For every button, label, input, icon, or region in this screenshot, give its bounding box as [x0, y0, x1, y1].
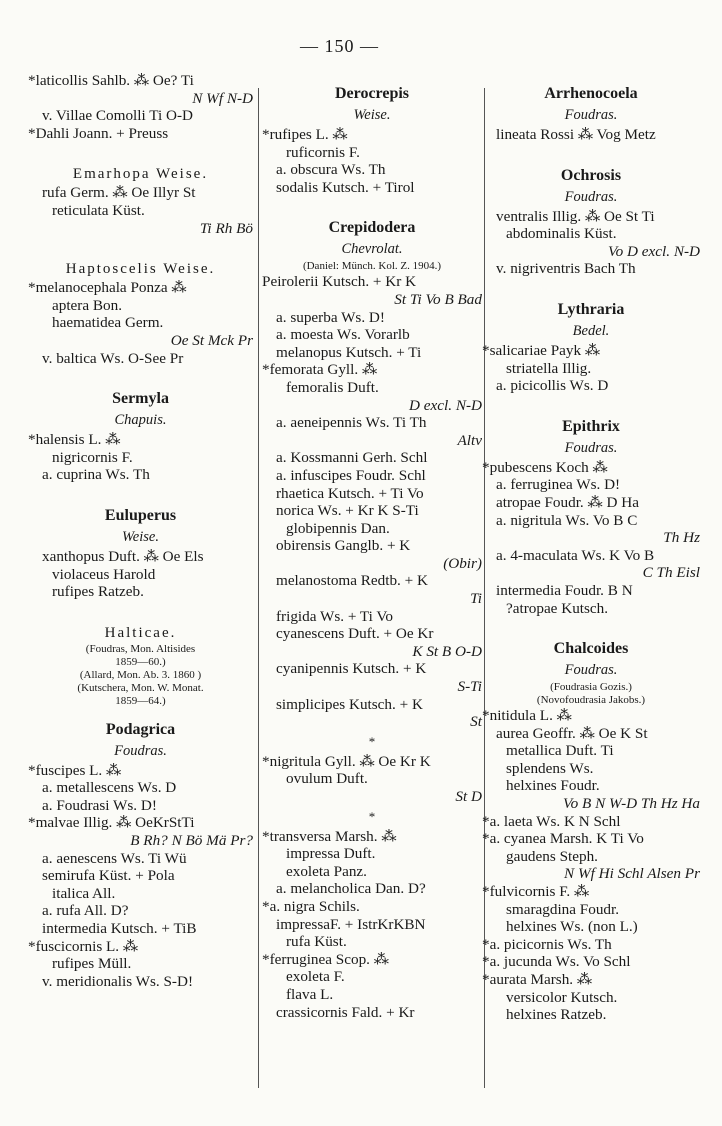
entry-line: N Wf Hi Schl Alsen Pr: [564, 865, 700, 883]
entry-line: v. Villae Comolli Ti O-D: [42, 107, 193, 125]
entry-line: ventralis Illig. ⁂ Oe St Ti: [496, 207, 655, 225]
entry-line: *melanocephala Ponza ⁂: [28, 279, 187, 297]
entry-line: a. moesta Ws. Vorarlb: [276, 326, 410, 344]
spacer: [482, 617, 700, 627]
column-1: [28, 72, 253, 990]
entry-line: Oe St Mck Pr: [170, 331, 253, 349]
entry-line: K St B O-D: [412, 642, 482, 660]
entry-line: flava L.: [286, 985, 334, 1003]
entry-line: a. obscura Ws. Th: [276, 161, 386, 179]
reference-note: (Foudras, Mon. Altisides: [85, 642, 196, 655]
entry-line: a. Kossmanni Gerh. Schl: [276, 449, 428, 467]
separator-star: *: [368, 733, 376, 749]
entry-line: a. nigritula Ws. Vo B C: [496, 511, 638, 529]
entry-line: gaudens Steph.: [506, 847, 598, 865]
entry-line: a. cuprina Ws. Th: [42, 466, 150, 484]
entry-line: cyanescens Duft. + Oe Kr: [276, 625, 434, 643]
entry-line: sodalis Kutsch. + Tirol: [276, 178, 415, 196]
entry-line: femoralis Duft.: [286, 378, 379, 396]
entry-line: v. nigriventris Bach Th: [496, 260, 636, 278]
entry-line: rufipes Müll.: [52, 955, 132, 973]
entry-line: *a. jucunda Ws. Vo Schl: [482, 953, 631, 971]
entry-line: crassicornis Fald. + Kr: [276, 1003, 415, 1021]
entry-line: a. rufa All. D?: [42, 902, 129, 920]
entry-line: *a. picicornis Ws. Th: [482, 935, 612, 953]
entry-line: Ti Rh Bö: [199, 219, 253, 237]
entry-line: D excl. N-D: [409, 396, 482, 414]
entry-line: obirensis Ganglb. + K: [276, 537, 411, 555]
entry-line: smaragdina Foudr.: [506, 900, 620, 918]
entry-line: a. aenescens Ws. Ti Wü: [42, 849, 187, 867]
author-line: Foudras.: [564, 188, 618, 205]
column-3: [482, 72, 700, 1024]
genus-heading: Haptoscelis Weise.: [65, 261, 216, 278]
entry-line: splendens Ws.: [506, 759, 594, 777]
entry-line: B Rh? N Bö Mä Pr?: [130, 832, 253, 850]
entry-line: Ti: [470, 590, 482, 608]
entry-line: *Dahli Joann. + Preuss: [28, 124, 169, 142]
entry-line: *ferruginea Scop. ⁂: [262, 950, 389, 968]
reference-note: (Allard, Mon. Ab. 3. 1860 ): [79, 668, 202, 681]
entry-line: Vo B N W-D Th Hz Ha: [563, 795, 700, 813]
author-line: Foudras.: [564, 662, 618, 679]
entry-line: a. Foudrasi Ws. D!: [42, 796, 157, 814]
genus-heading: Derocrepis: [334, 85, 410, 102]
spacer: [482, 395, 700, 405]
genus-heading: Sermyla: [112, 390, 169, 408]
entry-line: Peirolerii Kutsch. + Kr K: [262, 273, 417, 291]
entry-line: a. infuscipes Foudr. Schl: [276, 466, 426, 484]
entry-line: *fulvicornis F. ⁂: [482, 883, 590, 901]
entry-line: intermedia Kutsch. + TiB: [42, 920, 197, 938]
entry-line: *salicariae Payk ⁂: [482, 341, 601, 359]
entry-line: abdominalis Küst.: [506, 225, 617, 243]
entry-line: a. ferruginea Ws. D!: [496, 476, 621, 494]
entry-line: *malvae Illig. ⁂ OeKrStTi: [28, 814, 195, 832]
entry-line: *transversa Marsh. ⁂: [262, 827, 397, 845]
entry-line: a. aeneipennis Ws. Ti Th: [276, 414, 427, 432]
entry-line: simplicipes Kutsch. + K: [276, 695, 423, 713]
entry-line: aptera Bon.: [52, 296, 123, 314]
entry-line: *fuscipes L. ⁂: [28, 761, 122, 779]
entry-line: S-Ti: [457, 678, 482, 696]
entry-line: *laticollis Sahlb. ⁂ Oe? Ti: [28, 72, 194, 89]
entry-line: rufa Germ. ⁂ Oe Illyr St: [42, 184, 196, 202]
entry-line: *femorata Gyll. ⁂: [262, 361, 378, 379]
entry-line: rufipes Ratzeb.: [52, 583, 144, 601]
genus-heading: Crepidodera: [328, 219, 416, 237]
entry-line: Altv: [457, 431, 482, 449]
entry-line: exoleta F.: [286, 968, 345, 986]
entry-line: atropae Foudr. ⁂ D Ha: [496, 493, 639, 511]
author-line: Foudras.: [114, 742, 167, 759]
entry-line: melanopus Kutsch. + Ti: [276, 343, 422, 361]
page-number: — 150 —: [300, 36, 379, 56]
entry-line: a. melancholica Dan. D?: [276, 880, 426, 898]
entry-line: xanthopus Duft. ⁂ Oe Els: [42, 547, 204, 565]
entry-line: *pubescens Koch ⁂: [482, 458, 608, 476]
entry-line: metallica Duft. Ti: [506, 742, 614, 760]
genus-heading: Arrhenocoela: [544, 85, 638, 102]
reference-note: (Novofoudrasia Jakobs.): [536, 694, 646, 707]
spacer: [482, 144, 700, 154]
entry-line: italica All.: [52, 884, 116, 902]
reference-note: (Daniel: Münch. Kol. Z. 1904.): [302, 260, 442, 273]
entry-line: a. metallescens Ws. D: [42, 779, 177, 797]
entry-line: St D: [455, 788, 482, 805]
spacer: [28, 367, 253, 377]
entry-line: helxines Foudr.: [506, 777, 600, 795]
column-2: [262, 72, 482, 1021]
spacer: [28, 601, 253, 611]
entry-line: *aurata Marsh. ⁂: [482, 971, 593, 988]
entry-line: St: [470, 713, 482, 731]
reference-note: (Foudrasia Gozis.): [550, 681, 632, 694]
entry-line: v. baltica Ws. O-See Pr: [42, 349, 184, 367]
entry-line: nigricornis F.: [52, 448, 133, 466]
author-line: Foudras.: [564, 439, 618, 456]
entry-line: ?atropae Kutsch.: [506, 599, 609, 617]
entry-line: C Th Eisl: [642, 564, 700, 582]
entry-line: exoleta Panz.: [286, 862, 367, 880]
genus-heading: Chalcoides: [553, 640, 629, 658]
entry-line: N Wf N-D: [192, 89, 253, 107]
entry-line: rufa Küst.: [286, 933, 347, 951]
entry-line: haematidea Germ.: [52, 314, 164, 332]
entry-line: *halensis L. ⁂: [28, 431, 121, 449]
entry-line: Vo D excl. N-D: [608, 242, 700, 260]
entry-line: Th Hz: [663, 529, 700, 547]
entry-line: (Obir): [443, 554, 482, 572]
entry-line: violaceus Harold: [52, 565, 156, 583]
entry-line: aurea Geoffr. ⁂ Oe K St: [496, 724, 648, 742]
entry-line: ovulum Duft.: [286, 770, 368, 788]
entry-line: *a. cyanea Marsh. K Ti Vo: [482, 830, 644, 848]
author-line: Foudras.: [564, 107, 618, 123]
genus-heading: Podagrica: [105, 720, 176, 738]
author-line: Chevrolat.: [341, 241, 403, 258]
entry-line: melanostoma Redtb. + K: [276, 572, 428, 590]
entry-line: versicolor Kutsch.: [506, 988, 618, 1006]
spacer: [28, 484, 253, 494]
entry-line: striatella Illig.: [506, 359, 592, 377]
entry-line: *a. laeta Ws. K N Schl: [482, 812, 621, 830]
author-line: Bedel.: [572, 322, 610, 339]
genus-heading: Ochrosis: [560, 166, 622, 184]
entry-line: cyanipennis Kutsch. + K: [276, 660, 427, 678]
entry-line: rhaetica Kutsch. + Ti Vo: [276, 484, 424, 502]
entry-line: impressaF. + IstrKrKBN: [276, 915, 426, 933]
entry-line: norica Ws. + Kr K S-Ti: [276, 502, 419, 520]
reference-note: (Kutschera, Mon. W. Monat.: [77, 681, 204, 694]
entry-line: lineata Rossi ⁂ Vog Metz: [496, 126, 656, 143]
author-line: Chapuis.: [114, 412, 167, 429]
author-line: Weise.: [353, 107, 391, 123]
genus-heading: Emarhopa Weise.: [72, 166, 209, 183]
entry-line: *rufipes L. ⁂: [262, 126, 348, 143]
spacer: [28, 237, 253, 247]
entry-line: ruficornis F.: [286, 143, 360, 161]
entry-line: *a. nigra Schils.: [262, 897, 360, 915]
entry-line: St Ti Vo B Bad: [394, 290, 482, 308]
column-divider-1: [258, 88, 259, 1088]
entry-line: *nitidula L. ⁂: [482, 707, 572, 725]
spacer: [482, 278, 700, 288]
entry-line: frigida Ws. + Ti Vo: [276, 607, 394, 625]
spacer: [262, 196, 482, 206]
entry-line: a. 4-maculata Ws. K Vo B: [496, 546, 655, 564]
genus-heading: Euluperus: [104, 506, 177, 524]
entry-line: *fuscicornis L. ⁂: [28, 937, 139, 955]
spacer: [28, 142, 253, 152]
entry-line: intermedia Foudr. B N: [496, 581, 633, 599]
genus-heading: Lythraria: [557, 300, 625, 318]
entry-line: v. meridionalis Ws. S-D!: [42, 972, 194, 990]
genus-heading: Halticae.: [104, 624, 177, 641]
entry-line: impressa Duft.: [286, 845, 376, 863]
separator-star: *: [368, 808, 376, 824]
reference-note: 1859—60.): [115, 655, 166, 668]
genus-heading: Epithrix: [562, 417, 620, 435]
entry-line: helxines Ratzeb.: [506, 1006, 607, 1024]
entry-line: globipennis Dan.: [286, 519, 390, 537]
entry-line: a. picicollis Ws. D: [496, 377, 609, 395]
reference-note: 1859—64.): [115, 694, 166, 707]
entry-line: *nigritula Gyll. ⁂ Oe Kr K: [262, 752, 431, 770]
author-line: Weise.: [122, 528, 159, 545]
entry-line: semirufa Küst. + Pola: [42, 867, 175, 885]
entry-line: reticulata Küst.: [52, 201, 145, 219]
entry-line: a. superba Ws. D!: [276, 308, 385, 326]
entry-line: helxines Ws. (non L.): [506, 918, 638, 936]
